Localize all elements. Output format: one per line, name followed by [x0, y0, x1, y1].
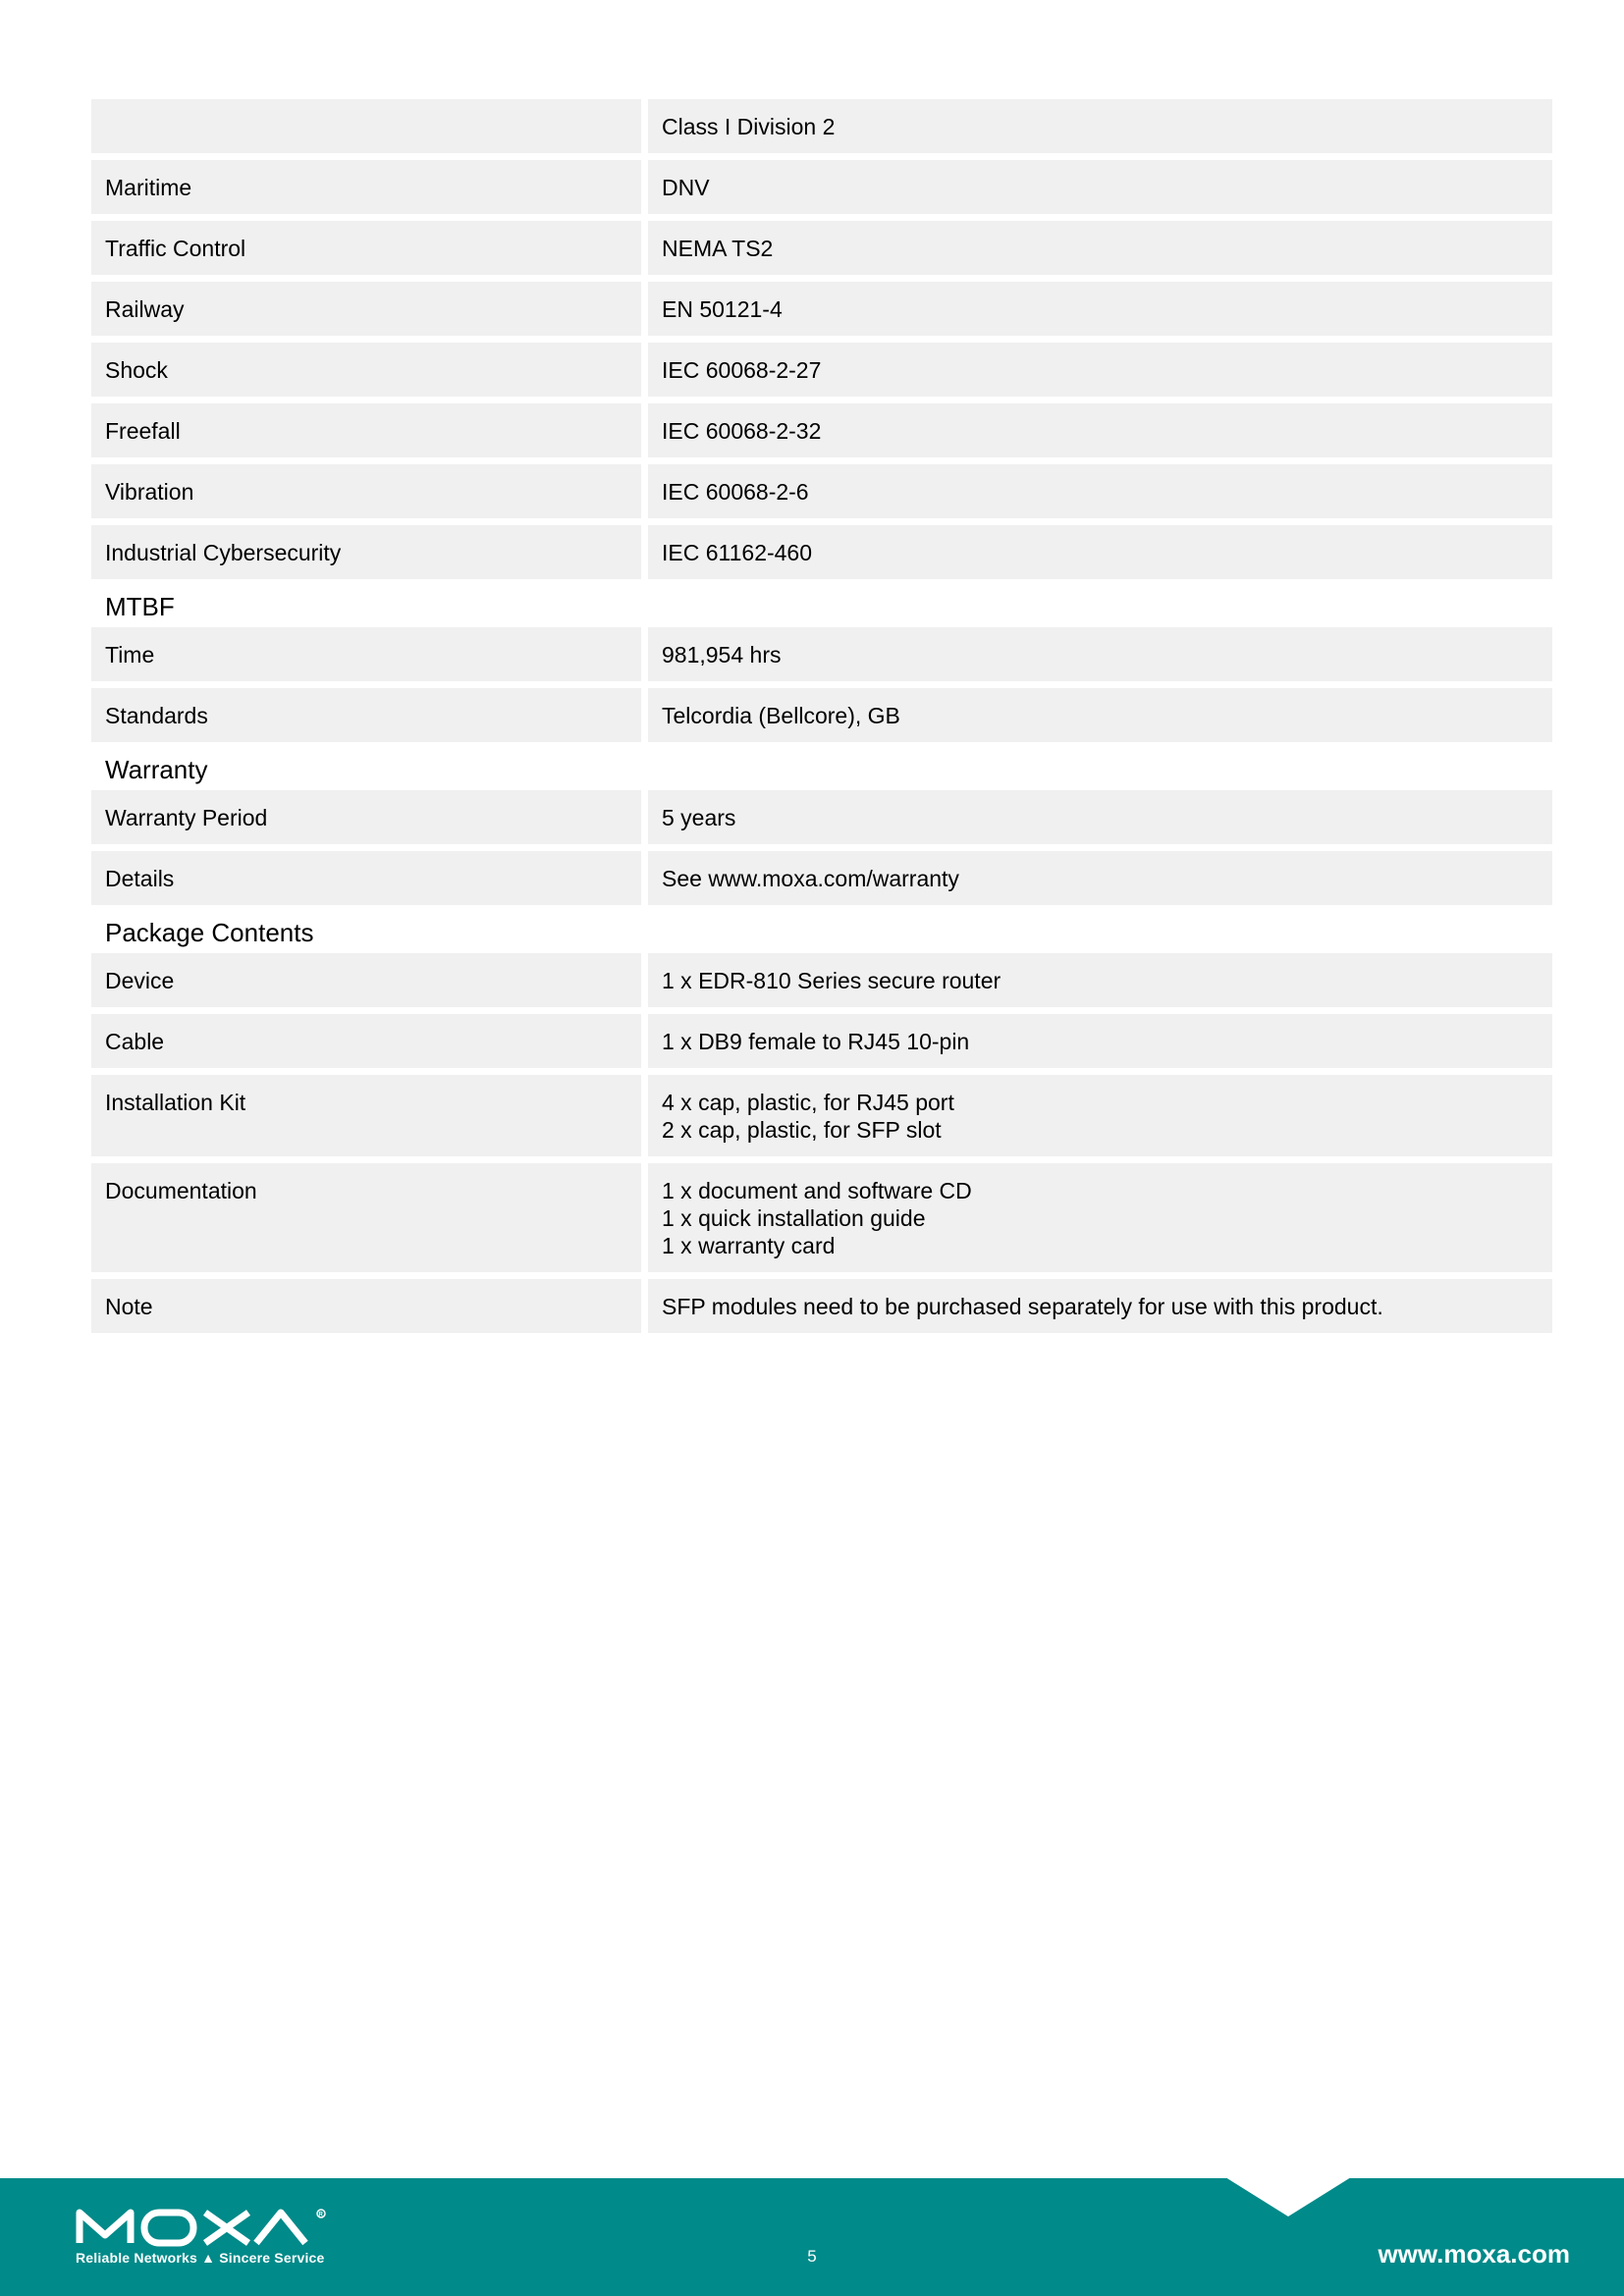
- row-label: Railway: [91, 282, 641, 336]
- row-value: 4 x cap, plastic, for RJ45 port 2 x cap, plastic, for SFP slot: [648, 1075, 1552, 1156]
- table-row: [91, 1014, 1552, 1068]
- row-label: Device: [91, 953, 641, 1007]
- row-value: 1 x document and software CD 1 x quick installation guide 1 x warranty card: [648, 1163, 1552, 1272]
- row-label: Warranty Period: [91, 790, 641, 844]
- spec-section: [91, 99, 1552, 579]
- table-row: [91, 464, 1552, 518]
- table-row: [91, 525, 1552, 579]
- row-value: IEC 61162-460: [648, 525, 1552, 579]
- table-row: [91, 790, 1552, 844]
- row-label: Installation Kit: [91, 1075, 641, 1156]
- row-label: Shock: [91, 343, 641, 397]
- row-label: Industrial Cybersecurity: [91, 525, 641, 579]
- page-number: 5: [807, 2247, 817, 2266]
- row-value: Class I Division 2: [648, 99, 1552, 153]
- row-value: IEC 60068-2-32: [648, 403, 1552, 457]
- row-label: Documentation: [91, 1163, 641, 1272]
- row-label: Note: [91, 1279, 641, 1333]
- moxa-logo-mark: [76, 2208, 351, 2247]
- row-value: 1 x EDR-810 Series secure router: [648, 953, 1552, 1007]
- table-row: [91, 282, 1552, 336]
- table-row: [91, 627, 1552, 681]
- section-title: Package Contents: [105, 918, 314, 947]
- table-row: [91, 343, 1552, 397]
- table-row: [91, 221, 1552, 275]
- row-value: See www.moxa.com/warranty: [648, 851, 1552, 905]
- footer-notch-shape: [1225, 2177, 1351, 2218]
- table-row: [91, 99, 1552, 153]
- section-title: MTBF: [105, 592, 175, 621]
- row-value: SFP modules need to be purchased separately for use with this product.: [648, 1279, 1552, 1333]
- row-label: Time: [91, 627, 641, 681]
- row-value: 1 x DB9 female to RJ45 10-pin: [648, 1014, 1552, 1068]
- spec-table: [91, 99, 1552, 1340]
- table-row: [91, 953, 1552, 1007]
- company-tagline: Reliable Networks ▲ Sincere Service: [76, 2250, 325, 2266]
- row-value: 5 years: [648, 790, 1552, 844]
- table-row: [91, 1075, 1552, 1156]
- spec-section: [91, 912, 1552, 1333]
- row-label: Traffic Control: [91, 221, 641, 275]
- table-row: [91, 403, 1552, 457]
- row-label: Standards: [91, 688, 641, 742]
- spec-section: [91, 749, 1552, 905]
- svg-text:R: R: [318, 2212, 323, 2218]
- table-row: [91, 1163, 1552, 1272]
- page-footer: [0, 2178, 1624, 2296]
- row-value: IEC 60068-2-27: [648, 343, 1552, 397]
- spec-section: [91, 586, 1552, 742]
- row-value: DNV: [648, 160, 1552, 214]
- row-label: Vibration: [91, 464, 641, 518]
- table-row: [91, 688, 1552, 742]
- row-label: [91, 99, 641, 153]
- table-row: [91, 1279, 1552, 1333]
- row-label: Maritime: [91, 160, 641, 214]
- row-value: NEMA TS2: [648, 221, 1552, 275]
- row-value: 981,954 hrs: [648, 627, 1552, 681]
- table-row: [91, 160, 1552, 214]
- website-link[interactable]: www.moxa.com: [1378, 2239, 1570, 2269]
- table-row: [91, 851, 1552, 905]
- row-label: Details: [91, 851, 641, 905]
- row-value: IEC 60068-2-6: [648, 464, 1552, 518]
- row-value: EN 50121-4: [648, 282, 1552, 336]
- row-value: Telcordia (Bellcore), GB: [648, 688, 1552, 742]
- row-label: Cable: [91, 1014, 641, 1068]
- section-title: Warranty: [105, 755, 208, 784]
- row-label: Freefall: [91, 403, 641, 457]
